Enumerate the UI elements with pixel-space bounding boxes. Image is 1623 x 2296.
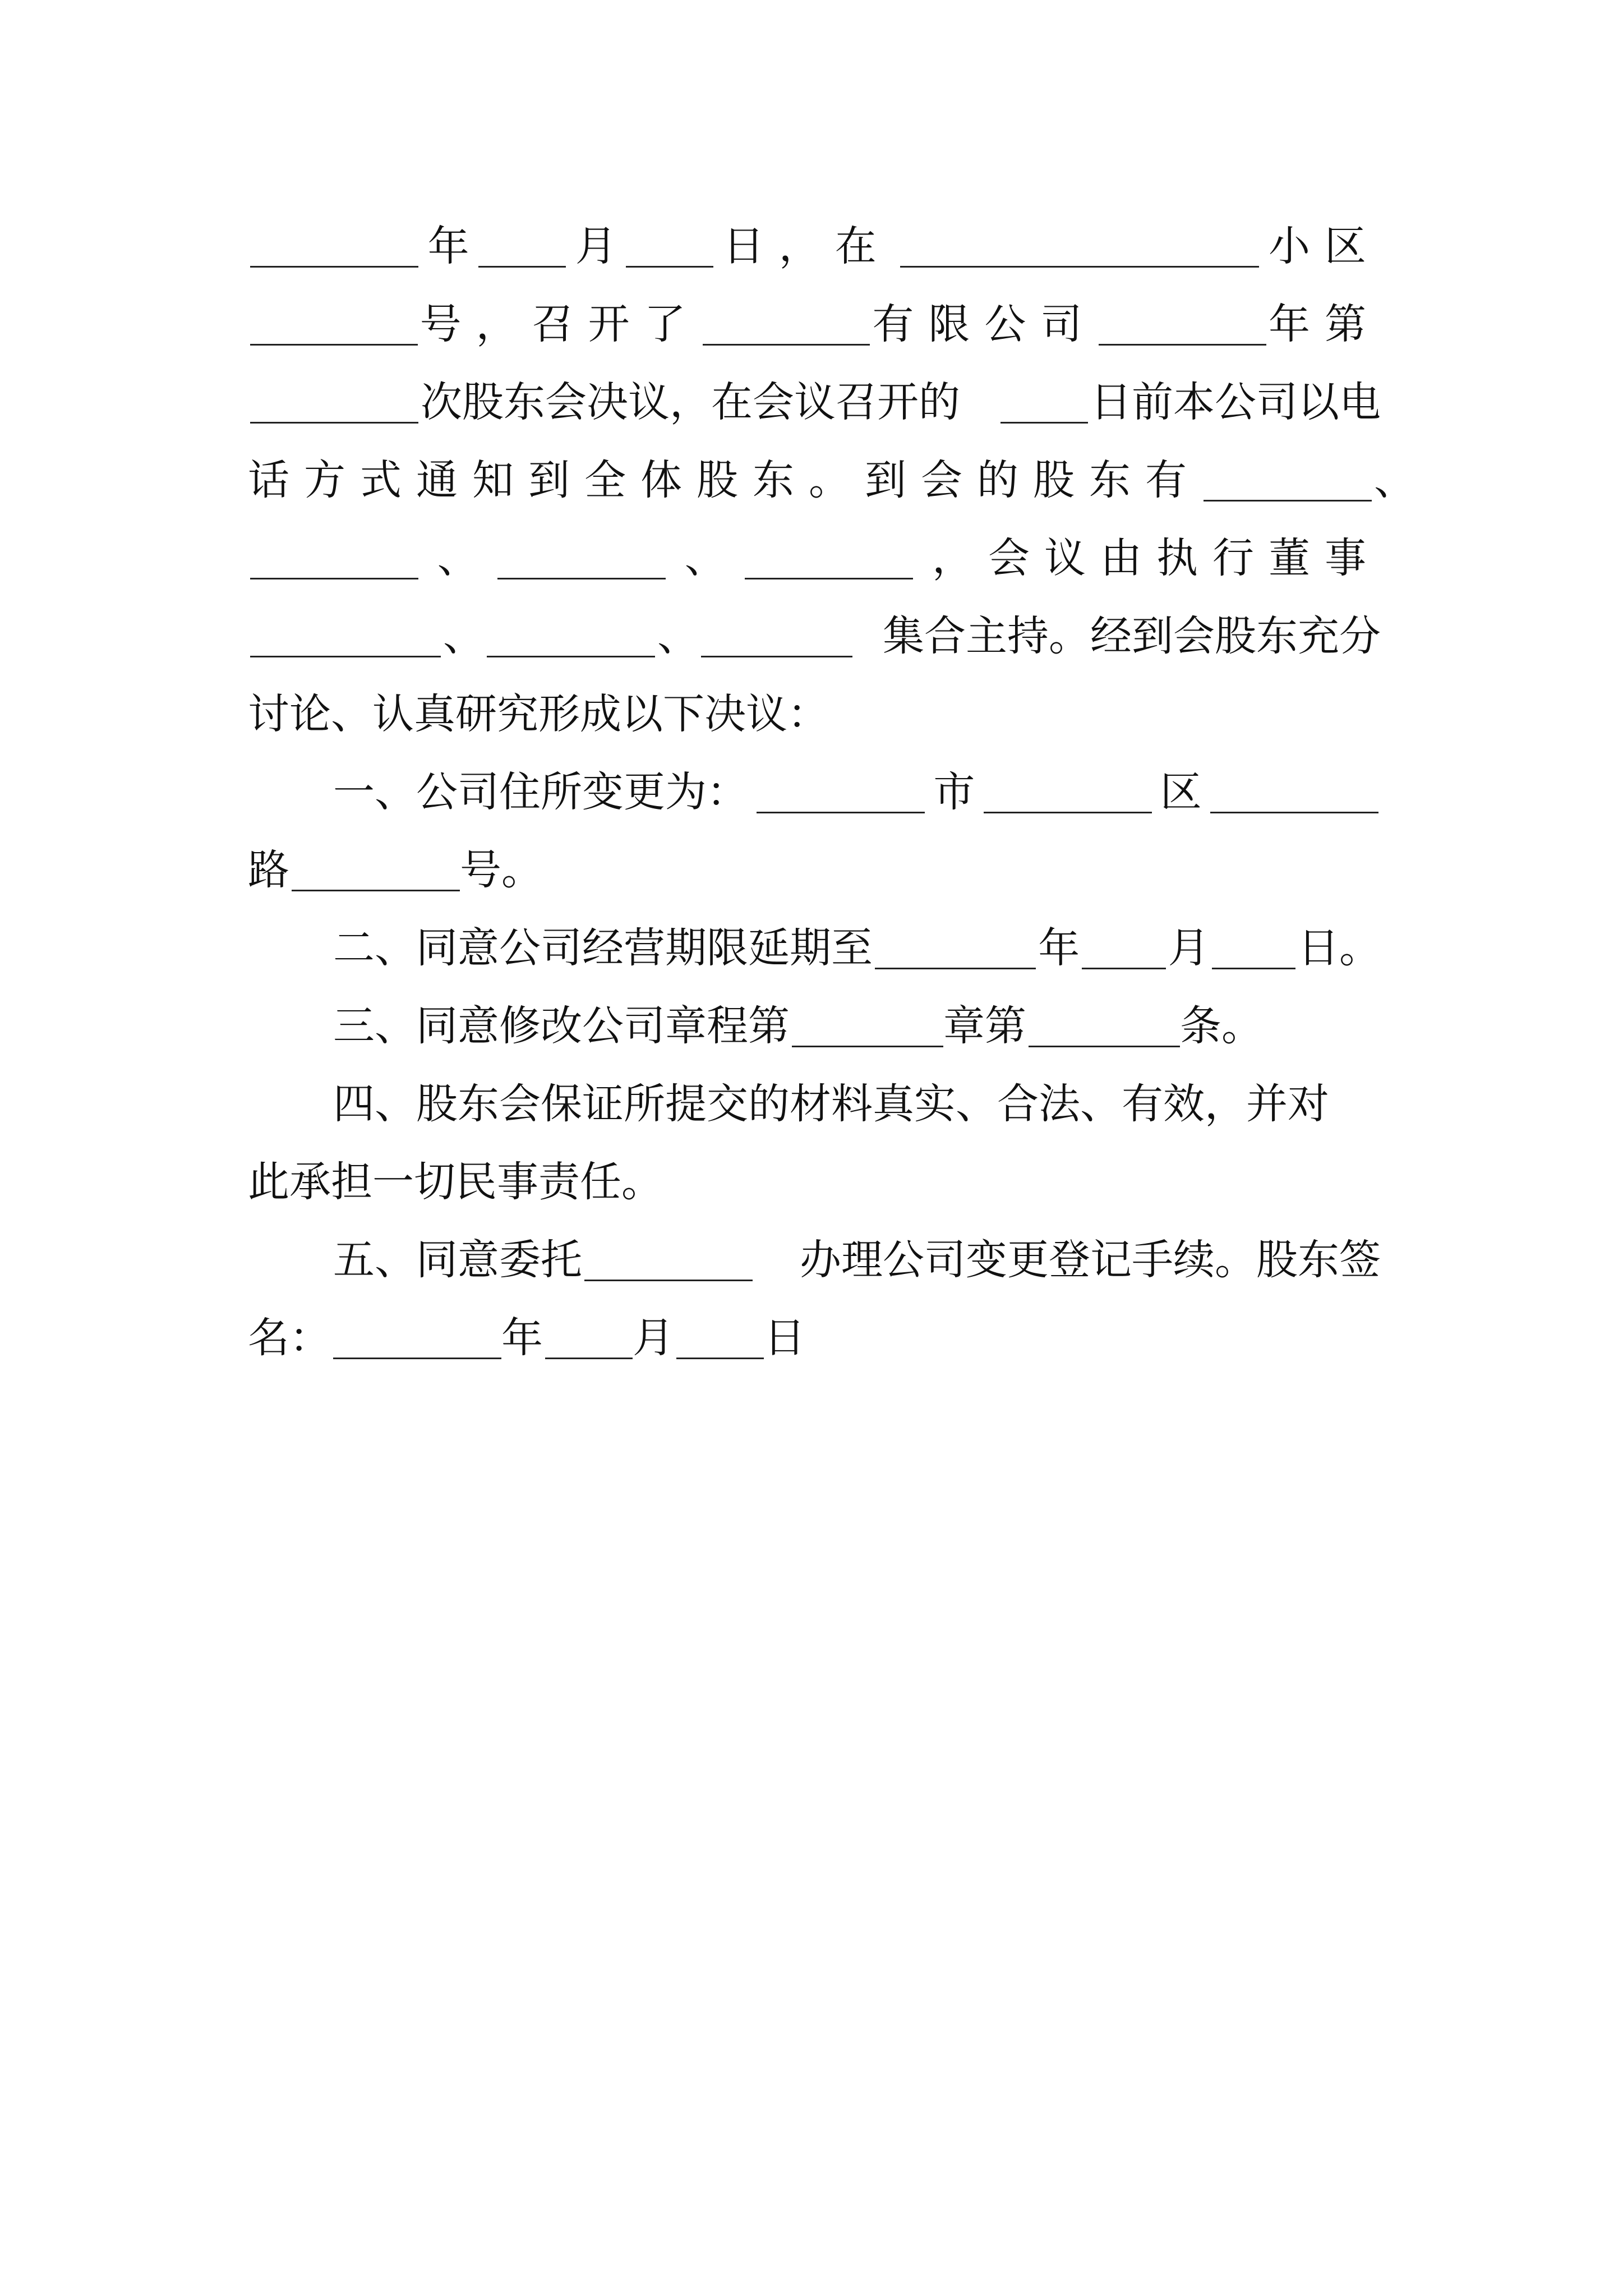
blank-session[interactable] <box>250 388 418 424</box>
text: 日前本公司以电 <box>1090 378 1381 426</box>
text: 次股东会决议，在会议召开的 <box>421 378 960 426</box>
text: 月 <box>575 222 617 270</box>
item3-line <box>248 987 1381 1065</box>
text: 、 <box>437 534 479 582</box>
blank-year[interactable] <box>250 232 418 268</box>
blank-article[interactable] <box>1029 1012 1180 1047</box>
blank-term-month[interactable] <box>1082 934 1165 969</box>
text: 讨论、认真研究形成以下决议： <box>248 690 829 738</box>
blank-address-number[interactable] <box>292 856 460 891</box>
para1-line5 <box>248 519 1381 597</box>
blank-days[interactable] <box>1000 388 1088 424</box>
blank-number[interactable] <box>250 310 418 346</box>
blank-chair-2[interactable] <box>487 622 655 657</box>
blank-shareholder-3[interactable] <box>497 544 666 579</box>
text: 小区 <box>1268 222 1381 270</box>
blank-city[interactable] <box>757 778 925 813</box>
text: 日 <box>764 1314 805 1362</box>
text: 、 <box>657 612 699 660</box>
text: 路 <box>248 846 289 894</box>
blank-company[interactable] <box>703 310 870 346</box>
text: 、 <box>1374 456 1415 504</box>
para1-line6 <box>248 597 1381 675</box>
text: 号，召开了 <box>419 300 700 348</box>
blank-shareholder-4[interactable] <box>745 544 913 579</box>
blank-sign-year[interactable] <box>333 1324 501 1359</box>
text: 月 <box>633 1314 674 1362</box>
para1-line3 <box>248 364 1381 441</box>
para1-line2 <box>248 286 1381 364</box>
text: 日。 <box>1298 924 1381 972</box>
text: 年第 <box>1269 300 1381 348</box>
text: 二、同意公司经营期限延期至 <box>333 924 873 972</box>
para1-line4 <box>248 441 1415 519</box>
blank-chapter[interactable] <box>792 1012 943 1047</box>
item1-line1 <box>248 753 1381 831</box>
blank-agent[interactable] <box>584 1246 753 1281</box>
text: 月 <box>1168 924 1210 972</box>
item1-line2 <box>248 831 1381 909</box>
text: 条。 <box>1180 1002 1263 1050</box>
text: 年 <box>501 1314 543 1362</box>
blank-community[interactable] <box>900 232 1259 268</box>
item4-line1 <box>248 1065 1381 1143</box>
text: 办理公司变更登记手续。股东签 <box>800 1236 1381 1284</box>
text: 、 <box>443 612 485 660</box>
blank-day[interactable] <box>626 232 713 268</box>
item2-line <box>248 909 1381 987</box>
text: 区 <box>1160 768 1202 816</box>
blank-sign-day[interactable] <box>676 1324 764 1359</box>
text: 四、股东会保证所提交的材料真实、合法、有效，并对 <box>333 1080 1329 1128</box>
text: 号。 <box>460 846 543 894</box>
blank-term-year[interactable] <box>875 934 1036 969</box>
item4-line2 <box>248 1143 1381 1221</box>
item5-line2 <box>248 1299 1381 1377</box>
text: 日，在 <box>722 222 891 270</box>
text: 五、同意委托 <box>333 1236 582 1284</box>
para1-line1 <box>248 208 1381 286</box>
text: 此承担一切民事责任。 <box>248 1158 663 1206</box>
resolution-body <box>248 208 1415 1377</box>
blank-district[interactable] <box>984 778 1152 813</box>
blank-chair-1[interactable] <box>250 622 441 657</box>
para1-line7 <box>248 675 1381 753</box>
text: 年 <box>1038 924 1080 972</box>
blank-chair-3[interactable] <box>701 622 852 657</box>
text: ，会议由执行董事 <box>932 534 1381 582</box>
item5-line1 <box>248 1221 1381 1299</box>
blank-sign-month[interactable] <box>545 1324 633 1359</box>
text: 名： <box>248 1314 331 1362</box>
blank-shareholder-2[interactable] <box>250 544 418 579</box>
text: 三、同意修改公司章程第 <box>333 1002 790 1050</box>
blank-road[interactable] <box>1210 778 1378 813</box>
text: 有限公司 <box>872 300 1097 348</box>
text: 一、公司住所变更为： <box>333 768 748 816</box>
blank-shareholder-1[interactable] <box>1204 466 1372 501</box>
text: 话方式通知到全体股东。到会的股东有 <box>248 456 1201 504</box>
text: 、 <box>684 534 726 582</box>
text: 章第 <box>943 1002 1026 1050</box>
text: 集合主持。经到会股东充分 <box>883 612 1381 660</box>
text: 年 <box>427 222 469 270</box>
blank-month[interactable] <box>478 232 566 268</box>
blank-term-day[interactable] <box>1212 934 1295 969</box>
text: 市 <box>933 768 975 816</box>
blank-meeting-year[interactable] <box>1099 310 1266 346</box>
